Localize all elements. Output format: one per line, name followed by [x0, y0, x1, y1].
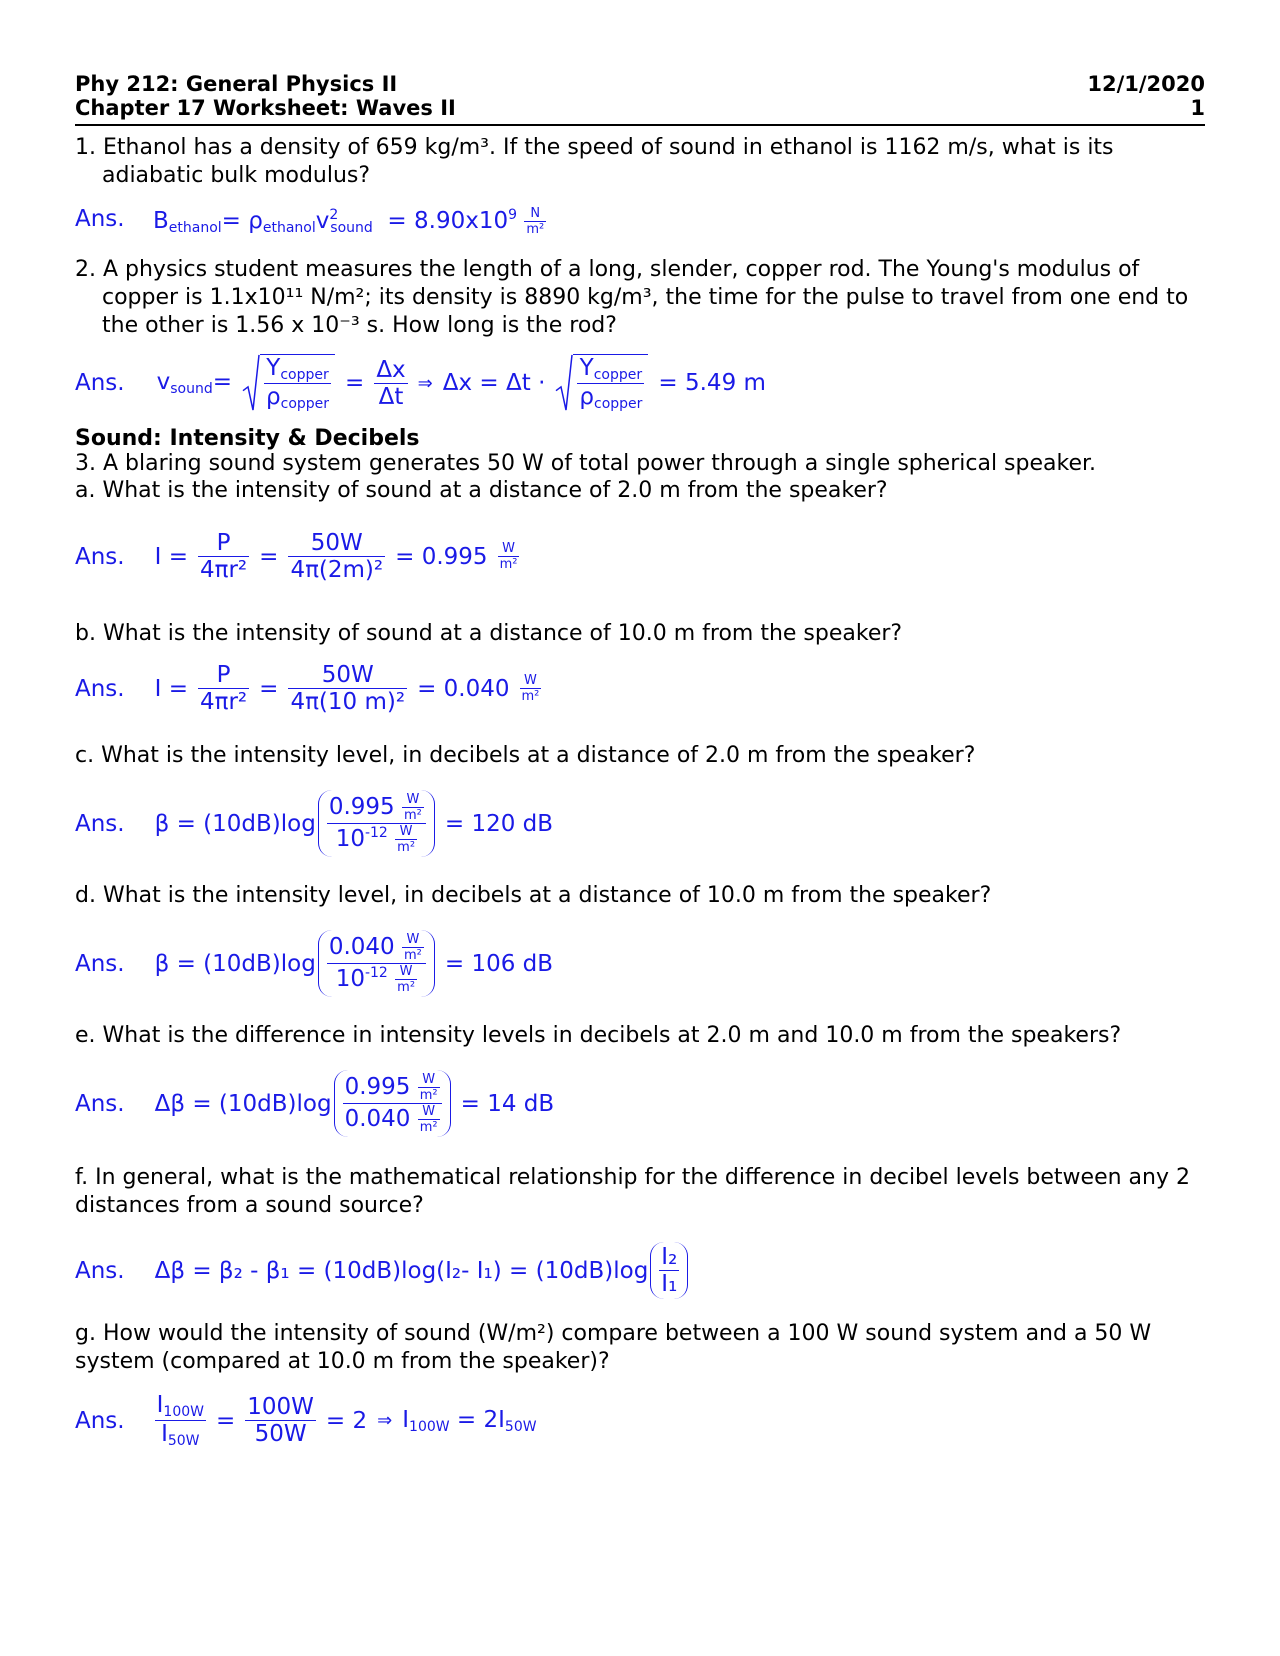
question-1: 1. Ethanol has a density of 659 kg/m³. If the speed of sound in ethanol is 1162 m/s, what is its adiabatic bulk modulus?	[75, 135, 1114, 188]
question-3e: e. What is the difference in intensity levels in decibels at 2.0 m and 10.0 m from the speakers?	[75, 1023, 1122, 1048]
course-title: Phy 212: General Physics II	[75, 72, 398, 96]
page-number: 1	[1190, 96, 1205, 120]
question-3c: c. What is the intensity level, in decibels at a distance of 2.0 m from the speaker?	[75, 743, 976, 768]
header-line-1	[75, 72, 1205, 96]
sqrt-y-over-rho-2: $Y_{copper}$ $\rho_{copper}$	[555, 354, 648, 412]
answer-3a: Ans. I = $\frac{P}{\text{4πr²}}$ = $\frac{50W}{\text{4π(2m)²}}$ = 0.995 W m²	[75, 530, 518, 583]
question-2: 2. A physics student measures the length of a long, slender, copper rod. The Young's modulus of copper is 1.1x10¹¹ N/m²; its density is 8890 kg/m³, the time for the pulse to travel from one end to the other is 1.56 x 10⁻³ s. How long is the rod?	[75, 257, 1189, 338]
question-3b: b. What is the intensity of sound at a distance of 10.0 m from the speaker?	[75, 621, 903, 646]
question-3d: d. What is the intensity level, in decibels at a distance of 10.0 m from the speaker?	[75, 883, 992, 908]
sqrt-y-over-rho: $Y_{copper}$ $\rho_{copper}$	[242, 354, 335, 412]
answer-3e: Ans. Δβ = (10dB)log 0.995 $\frac{W}{\text{m²}}$ 0.040 $\frac{W}{\text{m²}}$ = 14 dB	[75, 1072, 555, 1135]
section-title: Sound: Intensity & Decibels	[75, 426, 420, 451]
answer-3c: Ans. β = (10dB)log 0.995 $\frac{W}{\text{m²}}$ $10^{-12}$ $\frac{W}{\text{m²}}$ = 120 dB	[75, 792, 554, 855]
question-3a: a. What is the intensity of sound at a distance of 2.0 m from the speaker?	[75, 478, 888, 503]
answer-3b: Ans. I = $\frac{P}{\text{4πr²}}$ = $\frac{50W}{\text{4π(10 m)²}}$ = 0.040 W m²	[75, 662, 540, 715]
question-3: 3. A blaring sound system generates 50 W of total power through a single spherical speaker.	[75, 451, 1097, 476]
answer-1	[75, 206, 675, 242]
answer-2: Ans. $v_{sound}=$ $Y_{copper}$ $\rho_{copper}$ = $\frac{\Delta x}{\Delta t}$ ⇒ Δx = Δt · $Y_{copper}$ $\rho_{copper}$ = 5.49 m	[75, 355, 766, 412]
header-rule	[75, 124, 1205, 126]
answer-3f: Ans. Δβ = β₂ - β₁ = (10dB)log(I₂- I₁) = (10dB)log $\frac{\text{I₂}}{\text{I₁}}$	[75, 1242, 688, 1299]
date: 12/1/2020	[1087, 72, 1205, 96]
answer-label: Ans.	[75, 370, 125, 396]
answer-3g: Ans. $\frac{I_{100W}}{I_{50W}}$ = $\frac{100W}{50W}$ = 2 ⇒ $I_{100W} = 2I_{50W}$	[75, 1392, 537, 1449]
question-3g: g. How would the intensity of sound (W/m²) compare between a 100 W sound system and a 50 W system (compared at 10.0 m from the speaker)?	[75, 1321, 1152, 1374]
answer-1-formula: $B_{ethanol}= \rho_{ethanol}v^2_{sound} = 8.90x10^9$ $\frac{N}{\text{m²}}$	[153, 206, 545, 237]
worksheet-title: Chapter 17 Worksheet: Waves II	[75, 96, 456, 120]
header-line-2	[75, 96, 1205, 120]
question-3f: f. In general, what is the mathematical relationship for the difference in decibel levels between any 2 distances from a sound source?	[75, 1165, 1190, 1218]
answer-3d: Ans. β = (10dB)log 0.040 $\frac{W}{\text{m²}}$ $10^{-12}$ $\frac{W}{\text{m²}}$ = 106 dB	[75, 932, 554, 995]
answer-label: Ans.	[75, 206, 125, 232]
